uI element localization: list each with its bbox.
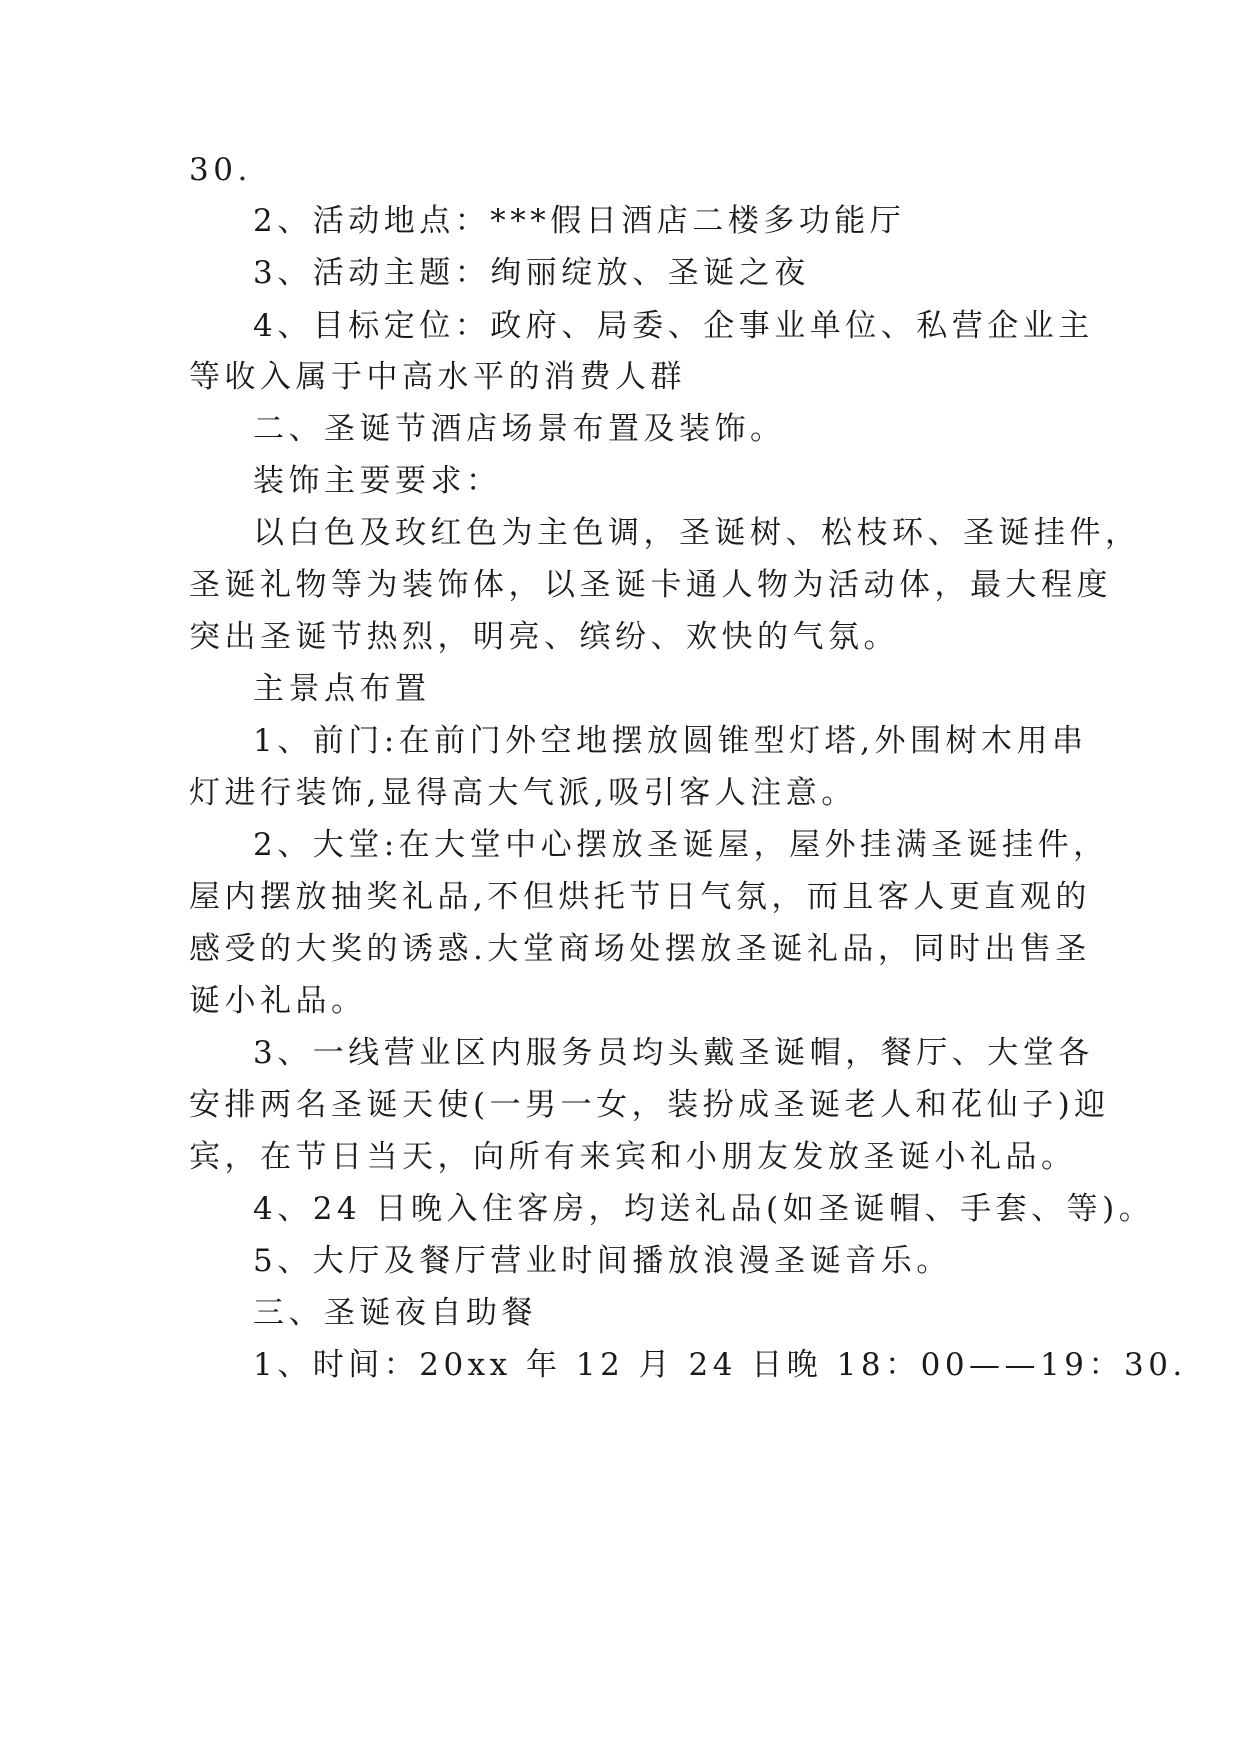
text-line: 以白色及玫红色为主色调，圣诞树、松枝环、圣诞挂件， [253,515,1141,551]
section-heading: 三、圣诞夜自助餐 [253,1295,537,1331]
text-line: 灯进行装饰,显得高大气派,吸引客人注意。 [189,775,857,811]
text-line: 2、活动地点：***假日酒店二楼多功能厅 [253,203,906,239]
text-line: 4、24 日晚入住客房，均送礼品(如圣诞帽、手套、等)。 [253,1191,1155,1227]
text-line: 2、大堂:在大堂中心摆放圣诞屋，屋外挂满圣诞挂件， [253,827,1109,863]
text-line: 装饰主要要求： [253,463,502,499]
text-line: 30. [189,152,252,188]
text-line: 3、一线营业区内服务员均头戴圣诞帽，餐厅、大堂各 [253,1035,1094,1071]
section-heading: 二、圣诞节酒店场景布置及装饰。 [253,411,786,447]
text-line: 感受的大奖的诱惑.大堂商场处摆放圣诞礼品，同时出售圣 [189,931,1091,967]
text-line: 3、活动主题：绚丽绽放、圣诞之夜 [253,255,810,291]
text-line: 等收入属于中高水平的消费人群 [189,359,686,395]
text-line: 突出圣诞节热烈，明亮、缤纷、欢快的气氛。 [189,619,899,655]
text-line: 主景点布置 [253,671,431,707]
text-line: 4、目标定位：政府、局委、企事业单位、私营企业主 [253,308,1094,344]
text-line: 1、时间：20xx 年 12 月 24 日晚 18：00——19：30. [253,1347,1187,1383]
text-line: 诞小礼品。 [189,983,367,1019]
text-line: 屋内摆放抽奖礼品,不但烘托节日气氛，而且客人更直观的 [189,879,1091,915]
text-line: 安排两名圣诞天使(一男一女，装扮成圣诞老人和花仙子)迎 [189,1087,1110,1123]
text-line: 宾，在节日当天，向所有来宾和小朋友发放圣诞小礼品。 [189,1139,1077,1175]
text-line: 5、大厅及餐厅营业时间播放浪漫圣诞音乐。 [253,1243,952,1279]
text-line: 1、前门:在前门外空地摆放圆锥型灯塔,外围树木用串 [253,723,1088,759]
text-line: 圣诞礼物等为装饰体，以圣诞卡通人物为活动体，最大程度 [189,567,1112,603]
